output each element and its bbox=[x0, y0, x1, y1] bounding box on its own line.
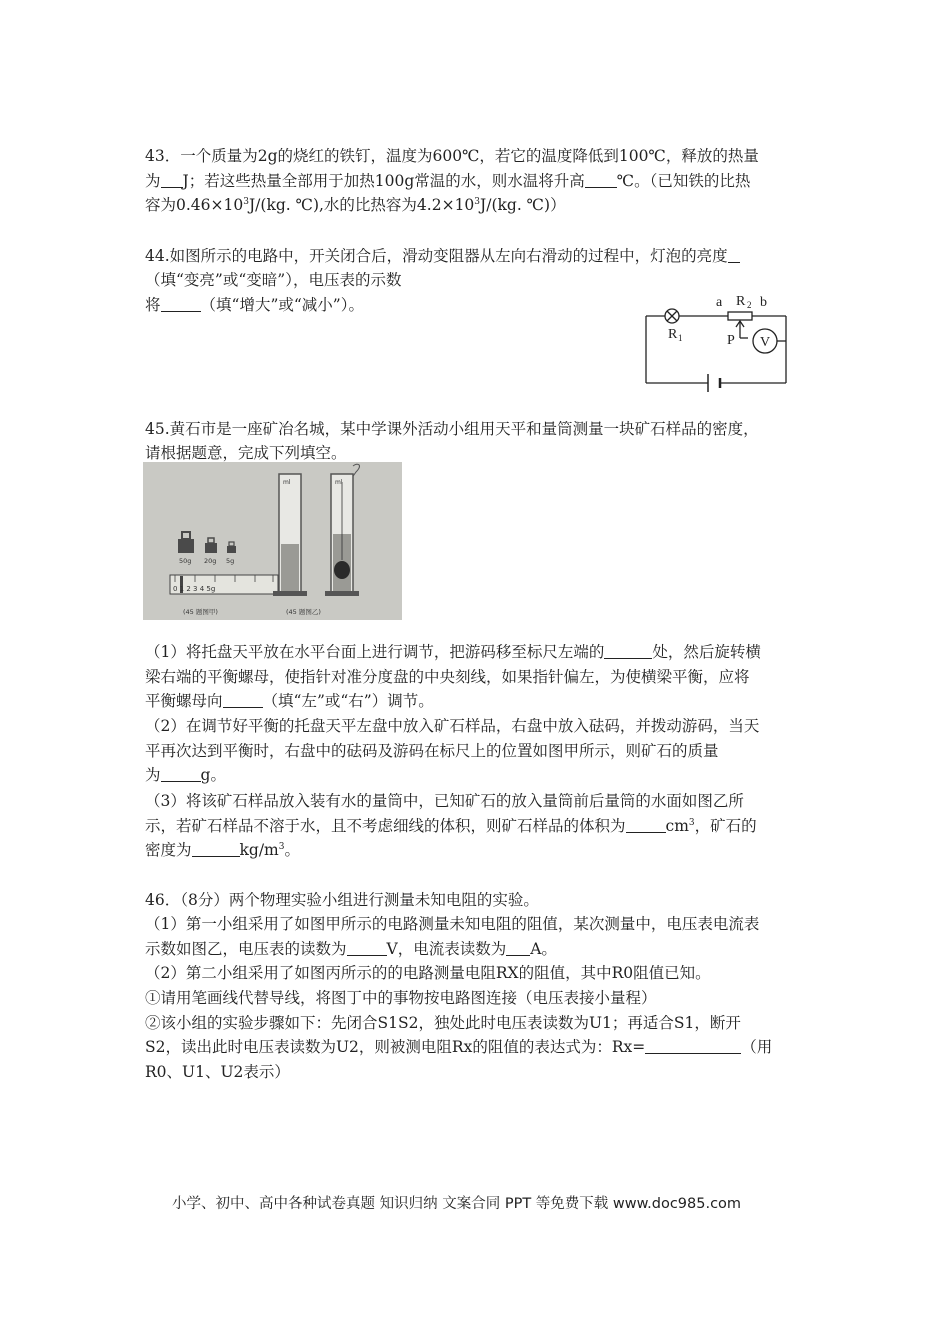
footer-text: 小学、初中、高中各种试卷真题 知识归纳 文案合同 PPT 等免费下载 www.doc985.com bbox=[172, 1196, 742, 1212]
q43-line-3: 容为$0.46\times 10^3J/(kg$. ℃),水的比热容为$4.2\times 10^3J/(kg$. ℃)） bbox=[145, 196, 566, 214]
q46-line-5: ①请用笔画线代替导线，将图丁中的事物按电路图连接（电压表接小量程） bbox=[145, 989, 657, 1007]
q45-part1-line-1: （1）将托盘天平放在水平台面上进行调节，把游码移至标尺左端的 处，然后旋转横 bbox=[145, 643, 761, 661]
weight-label-20g: 20g bbox=[204, 557, 217, 565]
q45-line-2: 请根据题意，完成下列填空。 bbox=[145, 444, 347, 462]
q45-part3-line-1: （3）将该矿石样品放入装有水的量筒中，已知矿石的放入量筒前后量筒的水面如图乙所 bbox=[145, 792, 744, 810]
q45-part2-line-3: 为 g。 bbox=[145, 766, 226, 784]
q46-line-2: （1）第一小组采用了如图甲所示的电路测量未知电阻的阻值，某次测量中，电压表电流表 bbox=[145, 915, 760, 933]
answer-blank[interactable] bbox=[161, 172, 183, 188]
q44-line-1: 44.如图所示的电路中，开关闭合后，滑动变阻器从左向右滑动的过程中，灯泡的亮度 bbox=[145, 246, 740, 266]
circuit-diagram bbox=[640, 288, 800, 398]
weight-label-5g: 5g bbox=[226, 557, 235, 565]
answer-blank[interactable] bbox=[585, 172, 617, 188]
q45-part3-line-2: 示，若矿石样品不溶于水，且不考虑细线的体积，则矿石样品的体积为 $cm^3$，矿石的 bbox=[145, 817, 757, 835]
weight-label-50g: 50g bbox=[179, 557, 192, 565]
svg-text:ml: ml bbox=[283, 479, 291, 486]
q45-line-1: 45.黄石市是一座矿冶名城，某中学课外活动小组用天平和量筒测量一块矿石样品的密度， bbox=[145, 420, 759, 438]
answer-blank[interactable] bbox=[192, 841, 240, 857]
label-r2-sub: 2 bbox=[747, 300, 752, 310]
label-a: a bbox=[716, 295, 723, 310]
q46-line-7: S2，读出此时电压表读数为U2，则被测电阻Rx的阻值的表达式为：Rx= （用 bbox=[145, 1038, 773, 1056]
answer-blank[interactable] bbox=[161, 296, 201, 312]
q45-part2-line-1: （2）在调节好平衡的托盘天平左盘中放入矿石样品，右盘中放入砝码，并拨动游码，当天 bbox=[145, 717, 760, 735]
q44-line-3: 将 （填“增大”或“减小”）。 bbox=[145, 296, 364, 314]
q45-part2-line-2: 平再次达到平衡时，右盘中的砝码及游码在标尺上的位置如图甲所示，则矿石的质量 bbox=[145, 742, 719, 760]
ruler-labels: 0 1 2 3 4 5g bbox=[173, 585, 216, 593]
q45-part3-line-3: 密度为 $kg/m^3$。 bbox=[145, 841, 300, 859]
answer-blank[interactable] bbox=[626, 817, 666, 833]
label-p: P bbox=[727, 333, 735, 348]
q45-part1-line-3: 平衡螺母向 （填“左”或“右”）调节。 bbox=[145, 692, 434, 710]
answer-blank[interactable] bbox=[347, 940, 387, 956]
q46-line-4: （2）第二小组采用了如图丙所示的的电路测量电阻RX的阻值，其中R0阻值已知。 bbox=[145, 964, 711, 982]
q46-line-3: 示数如图乙，电压表的读数为 V，电流表读数为 A。 bbox=[145, 940, 557, 958]
answer-blank[interactable] bbox=[161, 766, 201, 782]
label-v: V bbox=[760, 335, 771, 350]
rheostat-icon bbox=[728, 312, 752, 320]
q44-line-2: （填“变亮”或“变暗”），电压表的示数 bbox=[145, 271, 402, 289]
answer-blank[interactable] bbox=[728, 247, 740, 263]
balance-cylinder-photo bbox=[143, 462, 402, 620]
q46-line-1: 46．（8分）两个物理实验小组进行测量未知电阻的实验。 bbox=[145, 891, 539, 909]
caption-yi: (45 题图乙) bbox=[286, 608, 321, 616]
q46-line-8: R0、U1、U2表示） bbox=[145, 1063, 290, 1081]
answer-blank[interactable] bbox=[604, 643, 652, 659]
q45-part1-line-2: 梁右端的平衡螺母，使指针对准分度盘的中央刻线，如果指针偏左，为使横梁平衡，应将 bbox=[145, 668, 750, 686]
q46-line-6: ②该小组的实验步骤如下：先闭合S1S2，独处此时电压表读数为U1；再适合S1，断开 bbox=[145, 1014, 741, 1032]
answer-blank[interactable] bbox=[645, 1038, 741, 1054]
answer-blank[interactable] bbox=[223, 692, 263, 708]
label-r2: R bbox=[736, 294, 746, 309]
q43-line-2: 为 J；若这些热量全部用于加热100g常温的水，则水温将升高 ℃。（已知铁的比热 bbox=[145, 172, 751, 190]
answer-blank[interactable] bbox=[506, 940, 530, 956]
caption-jia: (45 题图甲) bbox=[183, 608, 218, 616]
label-r1-sub: 1 bbox=[678, 333, 683, 343]
svg-text:ml: ml bbox=[335, 479, 343, 486]
q43-line-1: 43．一个质量为2g的烧红的铁钉，温度为600℃，若它的温度降低到100℃，释放的热量 bbox=[145, 147, 759, 165]
label-r1: R bbox=[668, 327, 678, 342]
label-b: b bbox=[760, 295, 767, 310]
